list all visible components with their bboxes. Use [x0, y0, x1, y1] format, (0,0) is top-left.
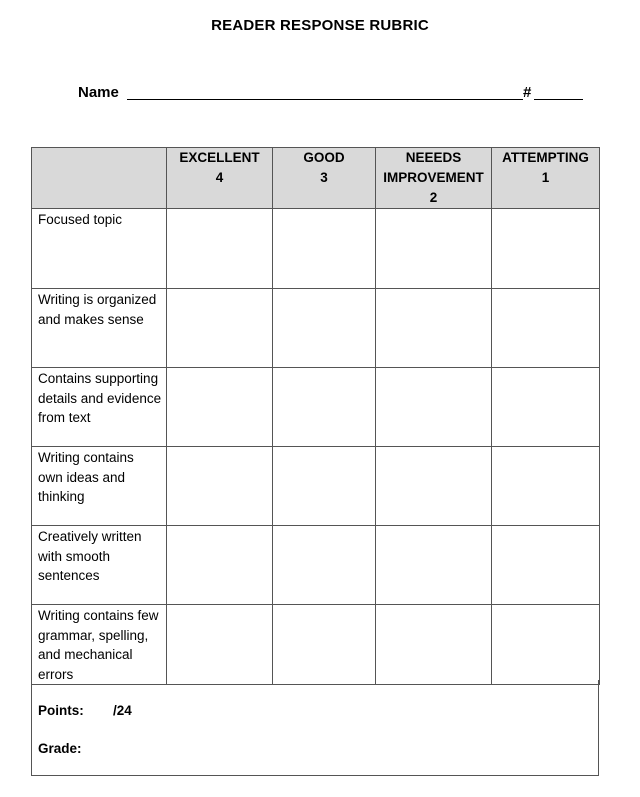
- score-cell-needs-improvement[interactable]: [376, 605, 492, 685]
- header-needs-improvement-score: 2: [429, 190, 438, 205]
- criterion-label: Creatively written with smooth sentences: [32, 526, 167, 605]
- score-cell-good[interactable]: [273, 289, 376, 368]
- score-cell-excellent[interactable]: [167, 368, 273, 447]
- document-title: READER RESPONSE RUBRIC: [211, 17, 429, 34]
- score-cell-needs-improvement[interactable]: [376, 447, 492, 526]
- header-needs-improvement-label-2: IMPROVEMENT: [383, 170, 484, 185]
- rubric-table: [31, 147, 600, 685]
- header-needs-improvement: [376, 148, 492, 209]
- score-cell-needs-improvement[interactable]: [376, 289, 492, 368]
- score-cell-needs-improvement[interactable]: [376, 209, 492, 289]
- header-needs-improvement-label-1: NEEEDS: [405, 150, 462, 165]
- score-cell-attempting[interactable]: [492, 209, 600, 289]
- score-cell-good[interactable]: [273, 605, 376, 685]
- points-total[interactable]: /24: [113, 703, 132, 718]
- score-cell-attempting[interactable]: [492, 526, 600, 605]
- criterion-label: Writing contains few grammar, spelling, and mechanical errors: [32, 605, 167, 685]
- score-cell-needs-improvement[interactable]: [376, 368, 492, 447]
- number-label: #: [523, 84, 532, 101]
- criterion-row-focused-topic: [32, 209, 600, 289]
- header-row: [32, 148, 600, 209]
- name-row: [78, 84, 584, 104]
- score-cell-excellent[interactable]: [167, 289, 273, 368]
- header-excellent: [167, 148, 273, 209]
- number-blank-line[interactable]: [534, 99, 583, 100]
- name-blank-line[interactable]: [127, 99, 523, 100]
- header-attempting-score: 1: [541, 170, 550, 185]
- criterion-label: Writing is organized and makes sense: [32, 289, 167, 368]
- header-attempting-label: ATTEMPTING: [502, 150, 589, 165]
- header-corner-cell: [32, 148, 167, 209]
- score-cell-attempting[interactable]: [492, 368, 600, 447]
- score-cell-attempting[interactable]: [492, 447, 600, 526]
- header-excellent-label: EXCELLENT: [179, 150, 260, 165]
- header-good-score: 3: [320, 170, 328, 185]
- name-label: Name: [78, 84, 119, 101]
- score-cell-good[interactable]: [273, 209, 376, 289]
- score-cell-excellent[interactable]: [167, 605, 273, 685]
- score-cell-attempting[interactable]: [492, 289, 600, 368]
- header-good-label: GOOD: [303, 150, 345, 165]
- criterion-row-creatively-written: [32, 526, 600, 605]
- criterion-row-few-errors: [32, 605, 600, 685]
- criterion-label: Contains supporting details and evidence from text: [32, 368, 167, 447]
- points-label: Points:: [38, 703, 84, 718]
- score-cell-good[interactable]: [273, 447, 376, 526]
- criterion-label: Focused topic: [32, 209, 167, 289]
- criterion-row-supporting-details: [32, 368, 600, 447]
- criterion-row-own-ideas: [32, 447, 600, 526]
- header-attempting: [492, 148, 600, 209]
- score-cell-good[interactable]: [273, 368, 376, 447]
- score-cell-excellent[interactable]: [167, 526, 273, 605]
- grade-label[interactable]: Grade:: [38, 741, 82, 756]
- criterion-row-organized: [32, 289, 600, 368]
- score-cell-excellent[interactable]: [167, 447, 273, 526]
- points-line: [38, 703, 132, 718]
- score-cell-excellent[interactable]: [167, 209, 273, 289]
- footer-totals: [31, 680, 599, 776]
- score-cell-attempting[interactable]: [492, 605, 600, 685]
- score-cell-good[interactable]: [273, 526, 376, 605]
- score-cell-needs-improvement[interactable]: [376, 526, 492, 605]
- criterion-label: Writing contains own ideas and thinking: [32, 447, 167, 526]
- header-excellent-score: 4: [215, 170, 224, 185]
- header-good: [273, 148, 376, 209]
